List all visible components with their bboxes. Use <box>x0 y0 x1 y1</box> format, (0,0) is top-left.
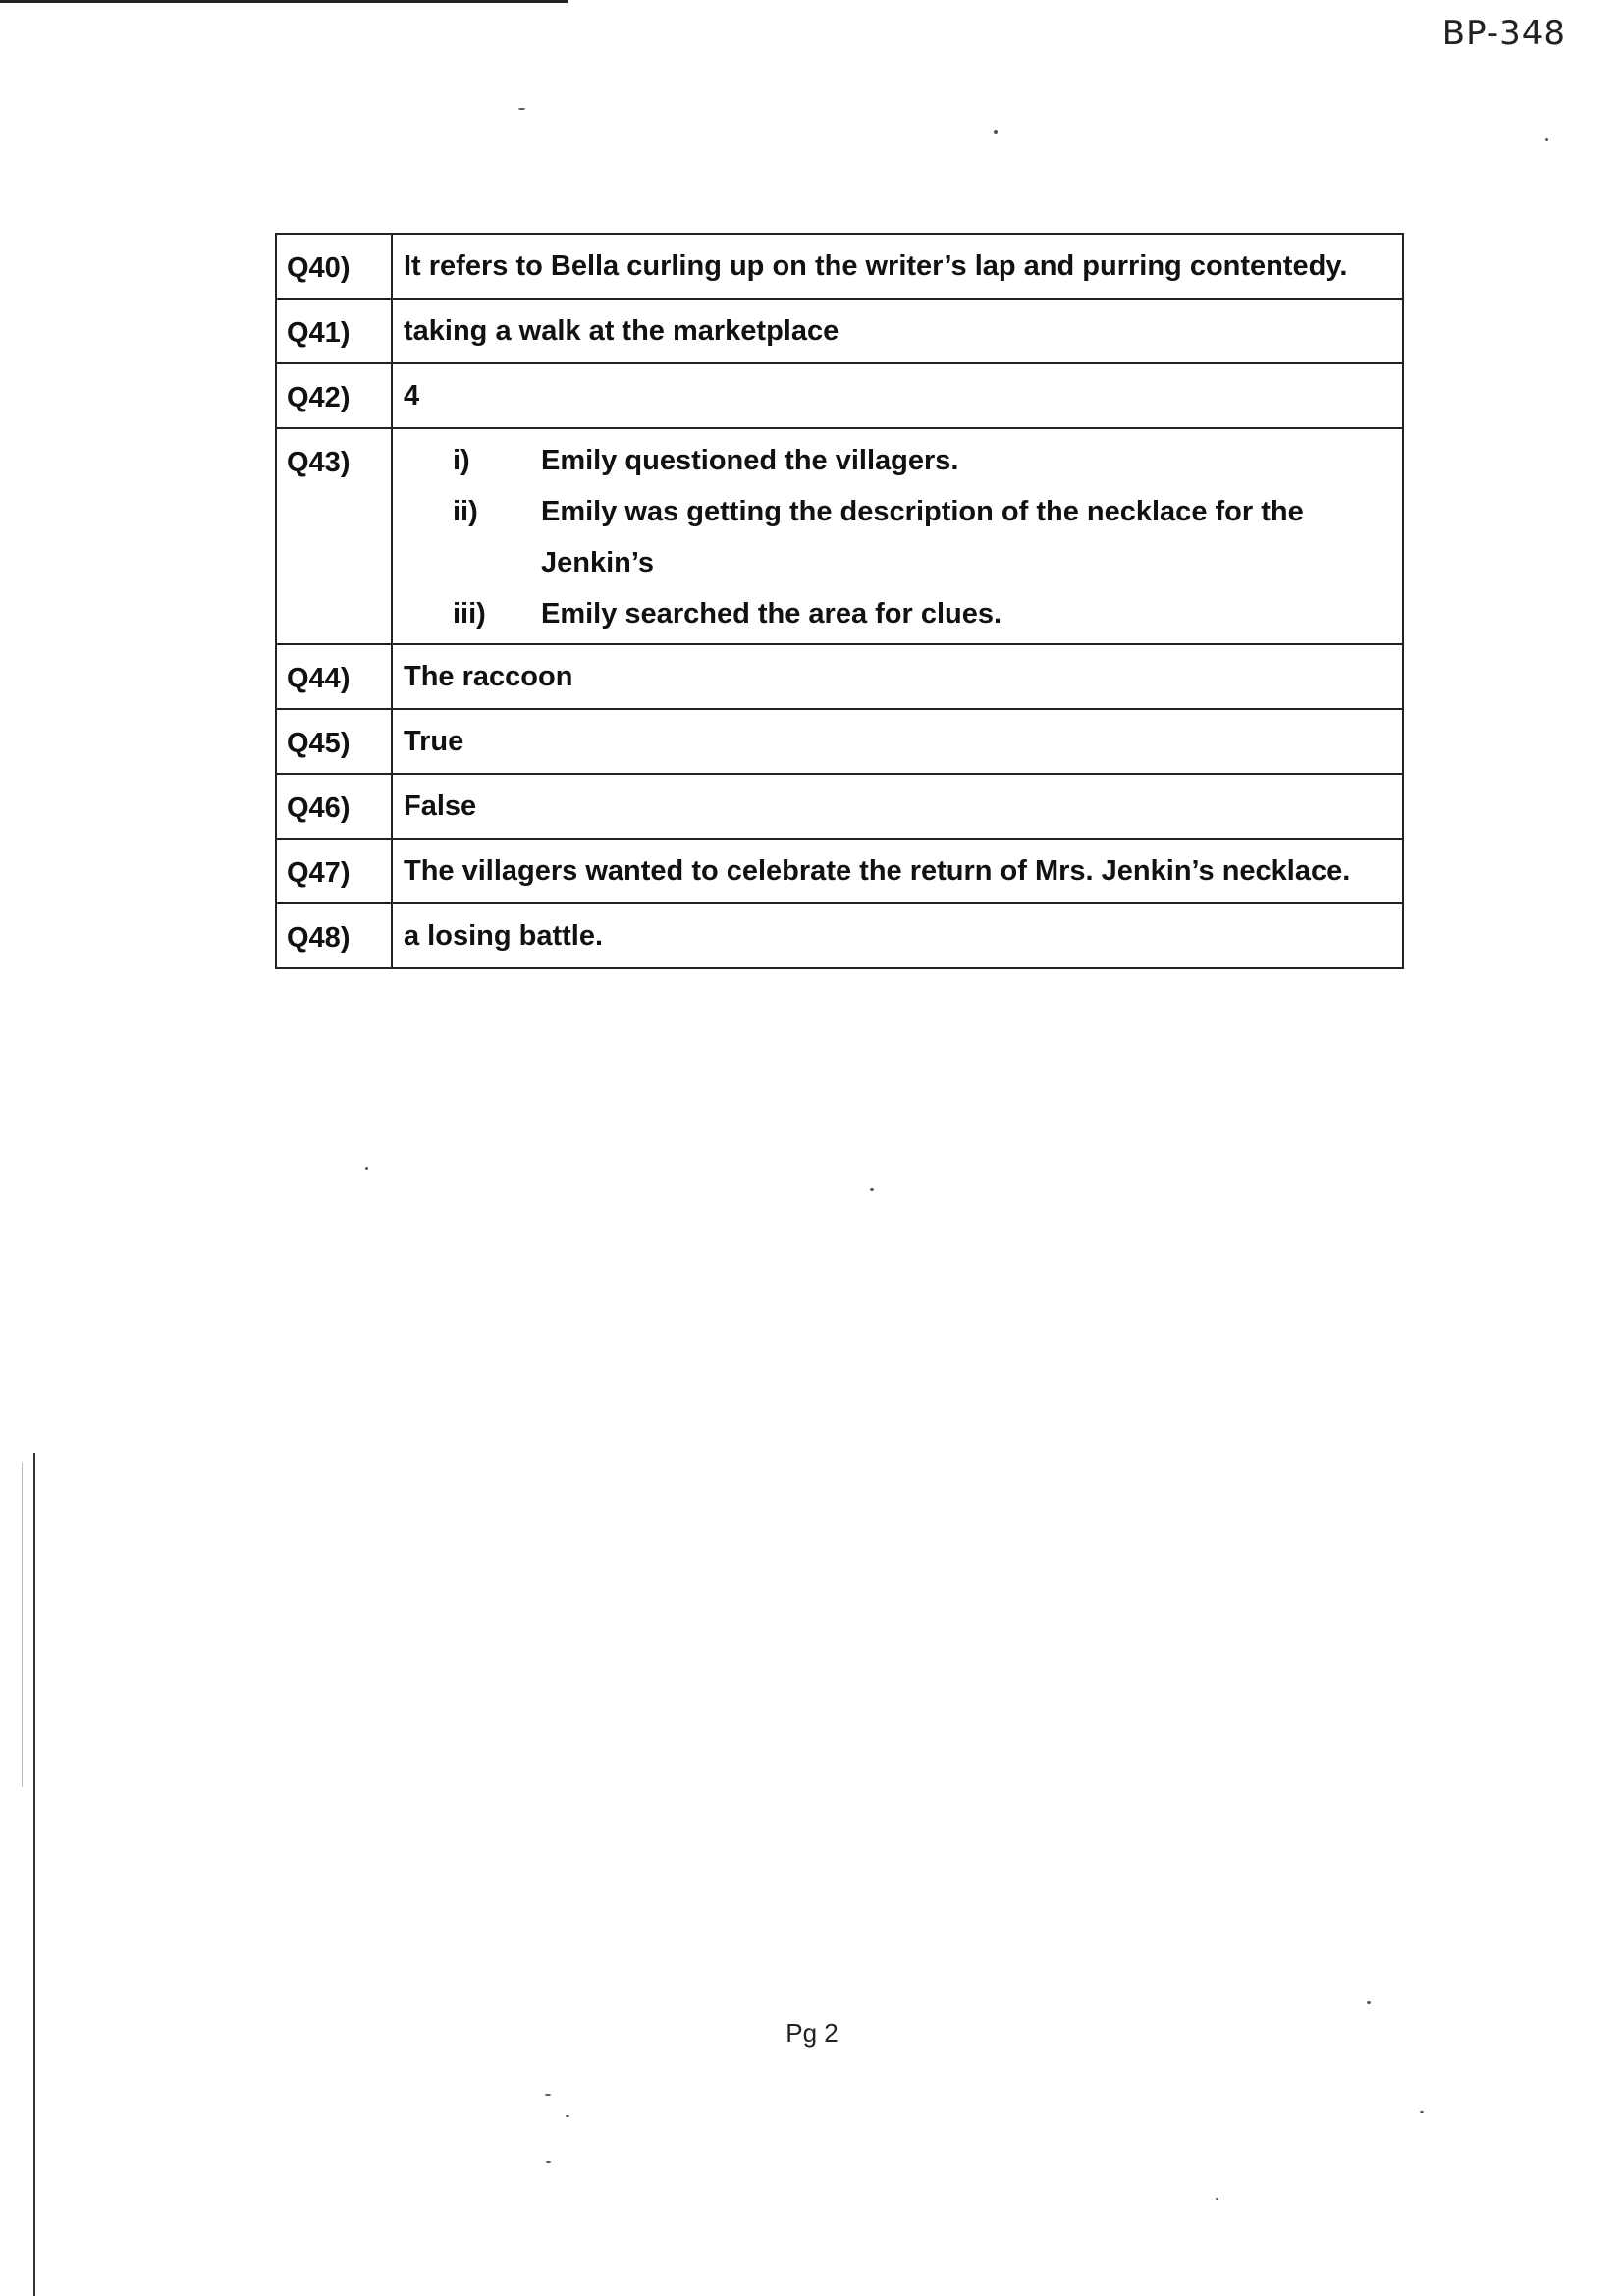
answer-text: 4 <box>392 363 1403 428</box>
scan-speck <box>546 2161 551 2163</box>
page-number: Pg 2 <box>785 2018 839 2048</box>
table-row <box>276 774 1403 839</box>
scan-speck <box>1545 138 1548 141</box>
answer-key-table <box>275 233 1404 969</box>
answer-text: The raccoon <box>392 644 1403 709</box>
question-number: Q46) <box>276 774 392 839</box>
scan-speck <box>365 1167 368 1170</box>
question-number: Q47) <box>276 839 392 903</box>
sub-item-text: Emily questioned the villagers. <box>541 445 959 476</box>
answer-text: True <box>392 709 1403 774</box>
answer-text: The villagers wanted to celebrate the return of Mrs. Jenkin’s necklace. <box>392 839 1403 903</box>
question-number: Q48) <box>276 903 392 968</box>
answer-text: taking a walk at the marketplace <box>392 299 1403 363</box>
table-row <box>276 903 1403 968</box>
scan-speck <box>994 130 998 134</box>
question-number: Q41) <box>276 299 392 363</box>
left-margin-rule <box>33 1453 35 2296</box>
question-number: Q44) <box>276 644 392 709</box>
list-item <box>404 486 1394 588</box>
left-margin-faint-rule <box>22 1463 23 1787</box>
table-row <box>276 839 1403 903</box>
answer-sub-list-cell <box>392 428 1403 644</box>
scan-speck <box>566 2115 569 2117</box>
top-edge-rule <box>0 0 568 3</box>
sub-item-number: i) <box>453 445 470 476</box>
question-number: Q42) <box>276 363 392 428</box>
scan-speck <box>1216 2198 1218 2200</box>
table-row <box>276 644 1403 709</box>
scan-speck <box>545 2094 551 2096</box>
question-number: Q43) <box>276 428 392 644</box>
table-row <box>276 234 1403 299</box>
answer-text: It refers to Bella curling up on the writer’s lap and purring contentedy. <box>392 234 1403 299</box>
answer-text: False <box>392 774 1403 839</box>
sub-item-number: iii) <box>453 598 486 629</box>
table-row <box>276 363 1403 428</box>
table-row <box>276 428 1403 644</box>
sub-item-number: ii) <box>453 496 478 527</box>
list-item <box>404 588 1394 639</box>
document-code: BP-348 <box>1441 14 1566 53</box>
answer-sub-list <box>404 435 1394 639</box>
question-number: Q40) <box>276 234 392 299</box>
list-item <box>404 435 1394 486</box>
question-number: Q45) <box>276 709 392 774</box>
sub-item-text: Emily was getting the description of the necklace for the Jenkin’s <box>541 496 1304 578</box>
scan-speck <box>1420 2111 1424 2113</box>
sub-item-text: Emily searched the area for clues. <box>541 598 1002 629</box>
scan-speck <box>870 1188 874 1191</box>
table-row <box>276 299 1403 363</box>
table-row <box>276 709 1403 774</box>
answer-text: a losing battle. <box>392 903 1403 968</box>
scan-speck <box>518 108 525 110</box>
scan-speck <box>1367 2001 1371 2004</box>
